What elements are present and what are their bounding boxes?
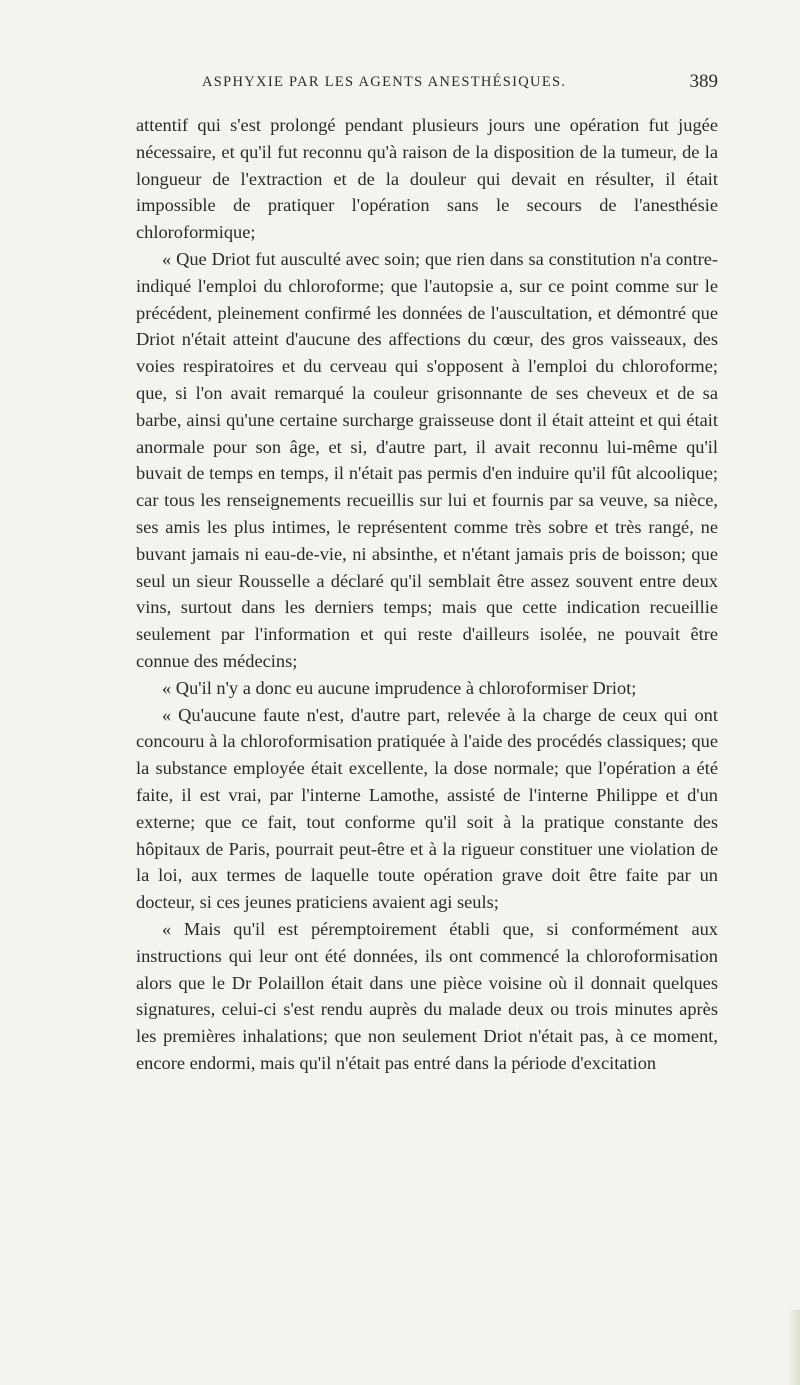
- paragraph-auscultation: « Que Driot fut ausculté avec soin; que rien dans sa constitution n'a contre-indiqué l'emploi du chloroforme; que l'autopsie a, sur ce point comme sur le précédent, pleinement confirmé les données de l'auscultation, et démontré que Driot n'était atteint d'aucune des affections du cœur, des gros vaisseaux, des voies respiratoires et du cerveau qui s'opposent à l'emploi du chloroforme; que, si l'on avait remarqué la couleur grisonnante de ses cheveux et de sa barbe, ainsi qu'une certaine surcharge graisseuse dont il était atteint et qui était anormale pour son âge, et si, d'autre part, il avait reconnu lui-même qu'il buvait de temps en temps, il n'était pas permis d'en induire qu'il fût alcoolique; car tous les renseignements recueillis sur lui et fournis par sa veuve, sa nièce, ses amis les plus intimes, le représentent comme très sobre et très rangé, ne buvant jamais ni eau-de-vie, ni absinthe, et n'étant jamais pris de boisson; que seul un sieur Rousselle a déclaré qu'il semblait être assez souvent entre deux vins, surtout dans les derniers temps; mais que cette indication recueillie seulement par l'information et qui reste d'ailleurs isolée, ne pouvait être connue des médecins;: [136, 248, 718, 671]
- paragraph-no-imprudence: « Qu'il n'y a donc eu aucune imprudence à chloroformiser Driot;: [162, 677, 637, 698]
- paragraph-no-fault: « Qu'aucune faute n'est, d'autre part, relevée à la charge de ceux qui ont concouru à la chloroformisation pratiquée à l'aide des procédés classiques; que la substance employée était excellente, la dose normale; que l'opération a été faite, il est vrai, par l'interne Lamothe, assisté de l'interne Philippe et d'un externe; que ce fait, tout conforme qu'il soit à la pratique constante des hôpitaux de Paris, pourrait peut-être et à la rigueur constituer une violation de la loi, aux termes de laquelle toute opération grave doit être faite par un docteur, si ces jeunes praticiens avaient agi seuls;: [136, 704, 718, 913]
- page-number: 389: [689, 71, 718, 92]
- body-text: [136, 112, 718, 1077]
- page-edge-stain: [788, 1310, 800, 1385]
- running-title: ASPHYXIE PAR LES AGENTS ANESTHÉSIQUES.: [202, 74, 567, 90]
- page-header: [136, 71, 718, 98]
- paragraph-continuation: attentif qui s'est prolongé pendant plusieurs jours une opération fut jugée nécessaire, et qu'il fut reconnu qu'à raison de la disposition de la tumeur, de la longueur de l'extraction et de la douleur qui devait en résulter, il était impossible de pratiquer l'opération sans le secours de l'anesthésie chloroformique;: [136, 115, 718, 243]
- paragraph-established: « Mais qu'il est péremptoirement établi que, si conformément aux instructions qui leur ont été données, ils ont commencé la chloroformisation alors que le Dr Polaillon était dans une pièce voisine où il donnait quelques signatures, celui-ci s'est rendu auprès du malade deux ou trois minutes après les premières inhalations; que non seulement Driot n'était pas, à ce moment, encore endormi, mais qu'il n'était pas entré dans la période d'excitation: [136, 918, 718, 1073]
